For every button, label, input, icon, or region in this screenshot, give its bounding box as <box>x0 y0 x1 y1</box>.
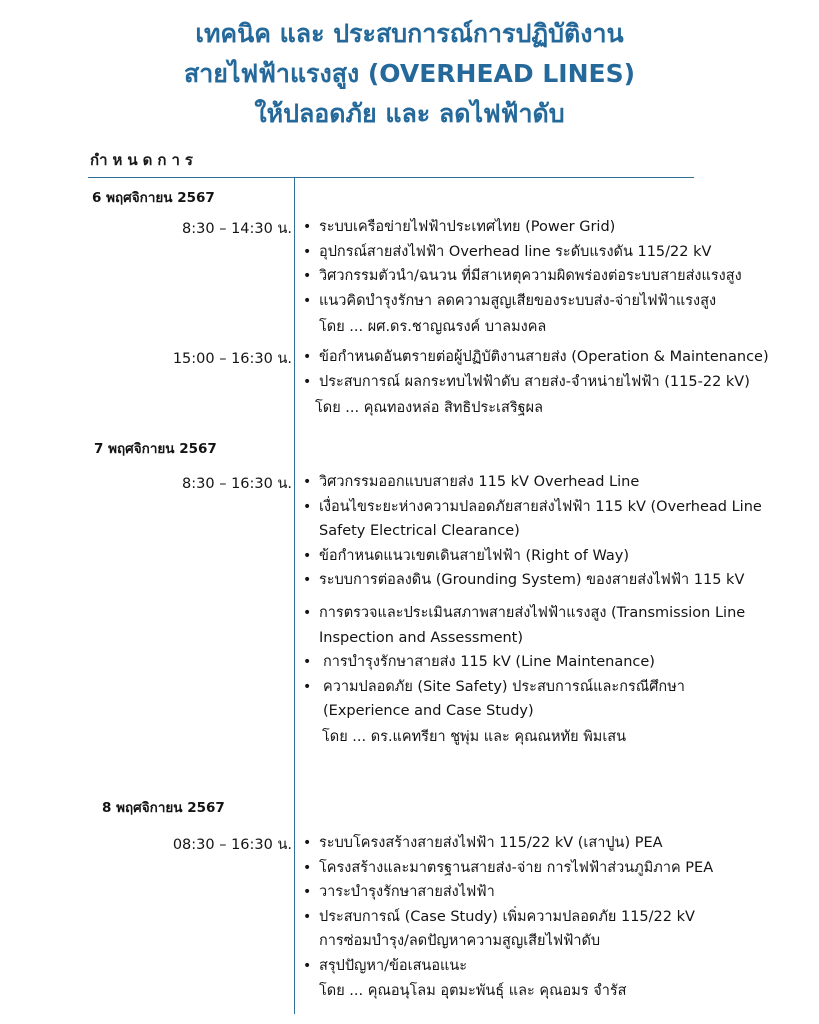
day-2-date: 7 พฤศจิกายน 2567 <box>94 441 217 457</box>
day-2-session-1-topics-a <box>303 470 762 593</box>
list-item: • โครงสร้างและมาตรฐานสายส่ง-จ่าย การไฟฟ้าส่วนภูมิภาค PEA <box>303 856 713 881</box>
list-item: • ระบบการต่อลงดิน (Grounding System) ของสายส่งไฟฟ้า 115 kV <box>303 568 762 593</box>
list-item-line: การซ่อมบำรุง/ลดปัญหาความสูญเสียไฟฟ้าดับ <box>319 933 601 949</box>
day-2-session-1-topics-b <box>303 601 745 724</box>
day-1-session-1-topics <box>303 215 742 313</box>
day-3-session-1-time: 08:30 – 16:30 น. <box>172 837 292 853</box>
day-1-session-1-time: 8:30 – 14:30 น. <box>182 221 292 237</box>
list-item <box>303 601 745 650</box>
day-3-session-1-speaker: โดย ... คุณอนุโลม อุตมะพันธุ์ และ คุณอมร จำรัส <box>319 983 627 999</box>
day-1-session-2-speaker: โดย ... คุณทองหล่อ สิทธิประเสริฐผล <box>315 400 544 416</box>
list-item: • อุปกรณ์สายส่งไฟฟ้า Overhead line ระดับแรงดัน 115/22 kV <box>303 240 742 265</box>
list-item <box>303 495 762 544</box>
list-item: • ข้อกำหนดแนวเขตเดินสายไฟฟ้า (Right of Way) <box>303 544 762 569</box>
title-line-3: ให้ปลอดภัย และ ลดไฟฟ้าดับ <box>254 99 565 128</box>
page-title <box>0 14 819 134</box>
list-item-line: ประสบการณ์ (Case Study) เพิ่มความปลอดภัย 115/22 kV <box>319 908 695 925</box>
title-line-2: สายไฟฟ้าแรงสูง (OVERHEAD LINES) <box>183 59 636 88</box>
day-1-session-1-speaker: โดย ... ผศ.ดร.ชาญณรงค์ บาลมงคล <box>319 319 547 335</box>
list-item: • วิศวกรรมออกแบบสายส่ง 115 kV Overhead Line <box>303 470 762 495</box>
list-item-line: (Experience and Case Study) <box>323 703 534 719</box>
day-3-session-1-topics <box>303 831 713 978</box>
list-item: • วิศวกรรมตัวนำ/ฉนวน ที่มีสาเหตุความผิดพร่องต่อระบบสายส่งแรงสูง <box>303 264 742 289</box>
list-item-line: ความปลอดภัย (Site Safety) ประสบการณ์และกรณีศึกษา <box>323 678 685 695</box>
list-item: • สรุปปัญหา/ข้อเสนอแนะ <box>303 954 713 979</box>
list-item: • ข้อกำหนดอันตรายต่อผู้ปฏิบัติงานสายส่ง (Operation & Maintenance) <box>303 345 769 370</box>
day-2-session-1-time: 8:30 – 16:30 น. <box>182 476 292 492</box>
list-item-line: เงื่อนไขระยะห่างความปลอดภัยสายส่งไฟฟ้า 115 kV (Overhead Line <box>319 498 762 515</box>
schedule-heading: กำหนดการ <box>90 151 198 169</box>
title-line-1: เทคนิค และ ประสบการณ์การปฏิบัติงาน <box>195 19 624 48</box>
list-item: • วาระบำรุงรักษาสายส่งไฟฟ้า <box>303 880 713 905</box>
day-2-session-1-speaker: โดย ... ดร.แคทรียา ชูพุ่ม และ คุณณหทัย พิมเสน <box>322 729 627 745</box>
list-item-line: Safety Electrical Clearance) <box>319 523 520 539</box>
list-item: • การบำรุงรักษาสายส่ง 115 kV (Line Maintenance) <box>303 650 745 675</box>
header-divider <box>88 177 694 178</box>
list-item: • แนวคิดบำรุงรักษา ลดความสูญเสียของระบบส่ง-จ่ายไฟฟ้าแรงสูง <box>303 289 742 314</box>
list-item <box>303 905 713 954</box>
list-item-line: การตรวจและประเมินสภาพสายส่งไฟฟ้าแรงสูง (Transmission Line <box>319 605 746 621</box>
list-item <box>303 675 745 724</box>
day-1-session-2-time: 15:00 – 16:30 น. <box>172 351 292 367</box>
day-3-date: 8 พฤศจิกายน 2567 <box>102 800 225 816</box>
list-item: • ระบบโครงสร้างสายส่งไฟฟ้า 115/22 kV (เสาปูน) PEA <box>303 831 713 856</box>
list-item-line: Inspection and Assessment) <box>319 629 524 646</box>
list-item: • ระบบเครือข่ายไฟฟ้าประเทศไทย (Power Grid) <box>303 215 742 240</box>
list-item: • ประสบการณ์ ผลกระทบไฟฟ้าดับ สายส่ง-จำหน่ายไฟฟ้า (115-22 kV) <box>303 370 769 395</box>
day-1-session-2-topics <box>303 345 769 394</box>
day-1-date: 6 พฤศจิกายน 2567 <box>92 190 215 206</box>
timeline-divider <box>294 178 295 1014</box>
